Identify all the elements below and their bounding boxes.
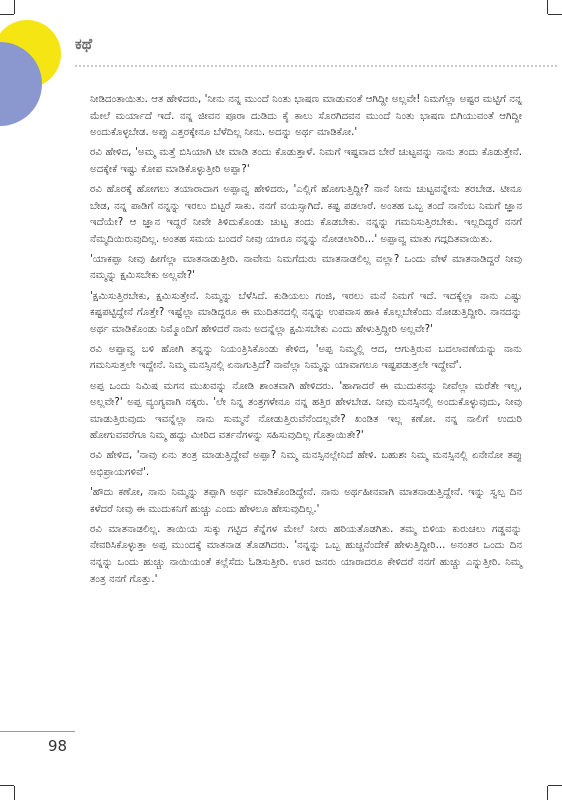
page-number: 98 <box>48 737 68 755</box>
crop-mark-top-right-vertical <box>547 0 548 14</box>
paragraph: ನೀಡಿದಂತಾಯಿತು. ಆತ ಹೇಳಿದರು, 'ನೀನು ನನ್ನ ಮುಂದೆ ನಿಂತು ಭಾಷಣ ಮಾಡುವಂತೆ ಆಗಿದ್ದೀ ಅಲ್ಲವೇ! ನಿಮಗೆಲ್ಲಾ ಅಷ್ಟರ ಮಟ್ಟಿಗೆ ನನ್ನ ಮೇಲೆ ಮರ್ಯಾದೆ ಇದೆ. ನನ್ನ ಜೀವನ ಪೂರಾ ದುಡಿದು ಕೈ ಕಾಲು ಸೊರಗಿದವನ ಮುಂದೆ ನಿಂತು ಭಾಷಣ ಬಿಗಿಯುವಂತೆ ಆಗಿದ್ದೀ ಅಂದುಕೊಳ್ಳಬೇಡ. ಅಪ್ಪು ಎತ್ತರಕ್ಕೇನೂ ಬೆಳೆದಿಲ್ಲ ನೀನು. ಅದನ್ನು ಅರ್ಥ ಮಾಡಿಕೋ.' <box>90 94 522 139</box>
paragraph: ರವಿ ಅಪ್ಪಾವ್ವ ಬಳಿ ಹೋಗಿ ತನ್ನನ್ನು ನಿಯಂತ್ರಿಸಿಕೊಂಡು ಕೇಳಿದ, 'ಅಪ್ಪ ನಿಮ್ಮಲ್ಲಿ ಆದ, ಆಗುತ್ತಿರುವ ಬದಲಾವಣೆಯನ್ನು ನಾನು ಗಮನಿಸುತ್ತಲೇ ಇದ್ದೇನೆ. ನಿಮ್ಮ ಮನಸ್ಸಿನಲ್ಲಿ ಏನಾಗುತ್ತಿದೆ? ನಾವೆಲ್ಲಾ ನಿಮ್ಮನ್ನು ಯಾವಾಗಲೂ ಇಷ್ಟಪಡುತ್ತಲೇ ಇದ್ದೇವೆ'. <box>90 343 522 372</box>
crop-mark-bottom-left-horizontal <box>0 785 14 786</box>
crop-mark-bottom-left-vertical <box>14 786 15 800</box>
section-title: ಕಥೆ <box>75 35 93 53</box>
crop-mark-top-left-horizontal <box>0 14 14 15</box>
crop-mark-top-left-vertical <box>14 0 15 14</box>
paragraph: 'ಯಾಕಪ್ಪಾ ನೀವು ಹೀಗೆಲ್ಲಾ ಮಾತನಾಡುತ್ತೀರಿ. ನಾವೇನು ನಿಮಗೆದುರು ಮಾತನಾಡಲಿಲ್ಲ ವಲ್ಲಾ? ಒಂದು ವೇಳೆ ಮಾತನಾಡಿದ್ದರೆ ನೀವು ನಮ್ಮನ್ನು ಕ್ಷಮಿಸಬೇಕು ಅಲ್ಲವೇ?' <box>90 253 522 282</box>
paragraph: ರವಿ ಹೇಳಿದ, 'ಅಮ್ಮ ಮತ್ತೆ ಬಿಸಿಯಾಗಿ ಟೀ ಮಾಡಿ ತಂದು ಕೊಡುತ್ತಾಳೆ. ನಿಮಗೆ ಇಷ್ಟವಾದ ಬೇರೆ ಚುಟ್ಟವನ್ನು ನಾನು ತಂದು ಕೊಡುತ್ತೇನೆ. ಅದಕ್ಕೇಕೆ ಇಷ್ಟು ಕೋಪ ಮಾಡಿಕೊಳ್ಳುತ್ತೀರಿ ಅಪ್ಪಾ?' <box>90 147 522 175</box>
decorative-circles <box>0 20 70 140</box>
paragraph: ರವಿ ಮಾತನಾಡಲಿಲ್ಲ. ತಾಯಿಯ ಸುಕ್ಕು ಗಟ್ಟಿದ ಕೆನ್ನೆಗಳ ಮೇಲೆ ನೀರು ಹರಿಯತೊಡಗಿತು. ತಮ್ಮ ಬಿಳಿಯ ಕುರುಚಲು ಗಡ್ಡವನ್ನು ನೇವರಿಸಿಕೊಳ್ಳುತ್ತಾ ಅಪ್ಪ ಮುಂದಕ್ಕೆ ಮಾತನಾಡ ತೊಡಗಿದರು. 'ನನ್ನನ್ನು ಒಬ್ಬ ಹುಚ್ಚನೆಂದೇಕೆ ಹೇಳುತ್ತಿದ್ದೀರಿ... ಅನಂತರ ಒಂದು ದಿನ ನನ್ನನ್ನು ಒಂದು ಹುಚ್ಚು ನಾಯಿಯಂತೆ ಕಲ್ಲೆಸೆದು ಓಡಿಸುತ್ತೀರಿ. ಊರ ಜನರು ಯಾರಾದರೂ ಕೇಳಿದರೆ ನನಗೆ ಹುಚ್ಚು ಎನ್ನುತ್ತೀರಿ. ನಿಮ್ಮ ತಂತ್ರ ನನಗೆ ಗೊತ್ತು.' <box>90 523 522 585</box>
crop-mark-bottom-right-vertical <box>547 786 548 800</box>
paragraph: ಅಪ್ಪ ಒಂದು ನಿಮಿಷ ಮಗನ ಮುಖವನ್ನು ನೋಡಿ ಶಾಂತವಾಗಿ ಹೇಳಿದರು. 'ಹಾಗಾದರೆ ಈ ಮುದುಕನನ್ನು ನೀವೆಲ್ಲಾ ಮರೆತೇ ಇಲ್ಲ, ಅಲ್ಲವೇ?' ಅಪ್ಪ ವ್ಯಂಗ್ಯವಾಗಿ ನಕ್ಕರು. 'ಲೇ ನಿನ್ನ ತಂತ್ರಗಳೇನೂ ನನ್ನ ಹತ್ತಿರ ಹೇಳಬೇಡ. ನೀವು ಮನಸ್ಸಿನಲ್ಲಿ ಅಂದುಕೊಳ್ಳುವುದು, ನೀವು ಮಾಡುತ್ತಿರುವುದು ಇವನ್ನೆಲ್ಲಾ ನಾನು ಸುಮ್ಮನೆ ನೋಡುತ್ತಿರುವೆನೆಂದಲ್ಲವೇ? ಖಂಡಿತ ಇಲ್ಲ ಕಣೋ. ನನ್ನ ನಾಲಿಗೆ ಉದುರಿ ಹೋಗುವವರೆಗೂ ನಿಮ್ಮ ಹದ್ದು ಮೀರಿದ ವರ್ತನೆಗಳನ್ನು ಸಹಿಸುವುದಿಲ್ಲ ಗೊತ್ತಾಯಿತೇ?' <box>90 380 522 442</box>
paragraph: ರವಿ ಹೇಳಿದ, 'ನಾವು ಏನು ತಂತ್ರ ಮಾಡುತ್ತಿದ್ದೇವೆ ಅಪ್ಪಾ? ನಿಮ್ಮ ಮನಸ್ಸಿನಲ್ಲೇನಿದೆ ಹೇಳಿ. ಬಹುಶಃ ನಿಮ್ಮ ಮನಸ್ಸಿನಲ್ಲಿ ಏನೇನೋ ತಪ್ಪು ಅಭಿಪ್ರಾಯಗಳಿವೆ'. <box>90 450 522 478</box>
story-body <box>90 92 522 592</box>
crop-mark-top-right-horizontal <box>548 14 562 15</box>
footer-rule <box>0 731 75 732</box>
paragraph: ರವಿ ಹೊರಕ್ಕೆ ಹೋಗಲು ತಯಾರಾದಾಗ ಅಪ್ಪಾವ್ವ ಹೇಳಿದರು, 'ಎಲ್ಲಿಗೆ ಹೋಗುತ್ತಿದ್ದೀ? ನಾನೆ ನೀನು ಚುಟ್ಟವನ್ನೇನು ತರಬೇಡ. ಟೀನೂ ಬೇಡ, ನನ್ನ ಪಾಡಿಗೆ ನನ್ನನ್ನು ಇರಲು ಬಿಟ್ಟರೆ ಸಾಕು. ನನಗೆ ವಯಸ್ಸಾಗಿದೆ. ಕಷ್ಟ ಪಡಲಾರೆ. ಅಂತಹ ಒಬ್ಬ ತಂದೆ ನಾನೆಂಬ ನಿಮಗೆ ಜ್ಞಾನ ಇದೆಯೇ? ಆ ಜ್ಞಾನ ಇದ್ದರೆ ನೀವೇ ತಿಳಿದುಕೊಂಡು ಚುಟ್ಟ ತಂದು ಕೊಡಬೇಕು. ನನ್ನನ್ನು ಗಮನಿಸುತ್ತಿರಬೇಕು. ಇಲ್ಲದಿದ್ದರೆ ನನಗೆ ನೆಮ್ಮದಿಯಿರುವುದಿಲ್ಲ. ಅಂತಹ ಸಮಯ ಬಂದರೆ ನೀವು ಯಾರೂ ನನ್ನನ್ನು ನೋಡಲಾರಿರಿ...' ಅಪ್ಪಾವ್ವ ಮಾತು ಗದ್ಗದಿತವಾಯಿತು. <box>90 183 522 245</box>
crop-mark-bottom-right-horizontal <box>548 785 562 786</box>
paragraph: 'ಹೌದು ಕಣೋ, ನಾನು ನಿಮ್ಮನ್ನು ತಪ್ಪಾಗಿ ಅರ್ಥ ಮಾಡಿಕೊಂಡಿದ್ದೇನೆ. ನಾನು ಅರ್ಥಹೀನವಾಗಿ ಮಾತನಾಡುತ್ತಿದ್ದೇನೆ. ಇನ್ನು ಸ್ವಲ್ಪ ದಿನ ಕಳೆದರೆ ನೀವು ಈ ಮುದುಕನಿಗೆ ಹುಚ್ಚು ಎಂದು ಹೇಳಲೂ ಹೇಸುವುದಿಲ್ಲ.' <box>90 487 522 515</box>
header-dotted-rule <box>75 65 557 67</box>
paragraph: 'ಕ್ಷಮಿಸುತ್ತಿರಬೇಕು, ಕ್ಷಮಿಸುತ್ತೇನೆ. ನಿಮ್ಮನ್ನು ಬೆಳೆಸಿದೆ. ಕುಡಿಯಲು ಗಂಜಿ, ಇರಲು ಮನೆ ನಿಮಗೆ ಇದೆ. ಇದಕ್ಕೆಲ್ಲಾ ನಾನು ಎಷ್ಟು ಕಷ್ಟಪಟ್ಟಿದ್ದೇನೆ ಗೊತ್ತೇ? ಇಷ್ಟೆಲ್ಲಾ ಮಾಡಿದ್ದರೂ ಈ ಮುದಿತನದಲ್ಲಿ ನನ್ನನ್ನು ಉಪವಾಸ ಹಾಕಿ ಕೊಲ್ಲಬೇಕೆಂದು ನೋಡುತ್ತಿದ್ದೀರಿ. ನಾನದನ್ನು ಅರ್ಥ ಮಾಡಿಕೊಂಡು ನಿಮ್ಮೊಂದಿಗೆ ಹೇಳಿದರೆ ನಾನು ಅದನ್ನೆಲ್ಲಾ ಕ್ಷಮಿಸಬೇಕು ಎಂದು ಹೇಳುತ್ತಿದ್ದೀರಿ ಅಲ್ಲವೇ?' <box>90 290 522 335</box>
